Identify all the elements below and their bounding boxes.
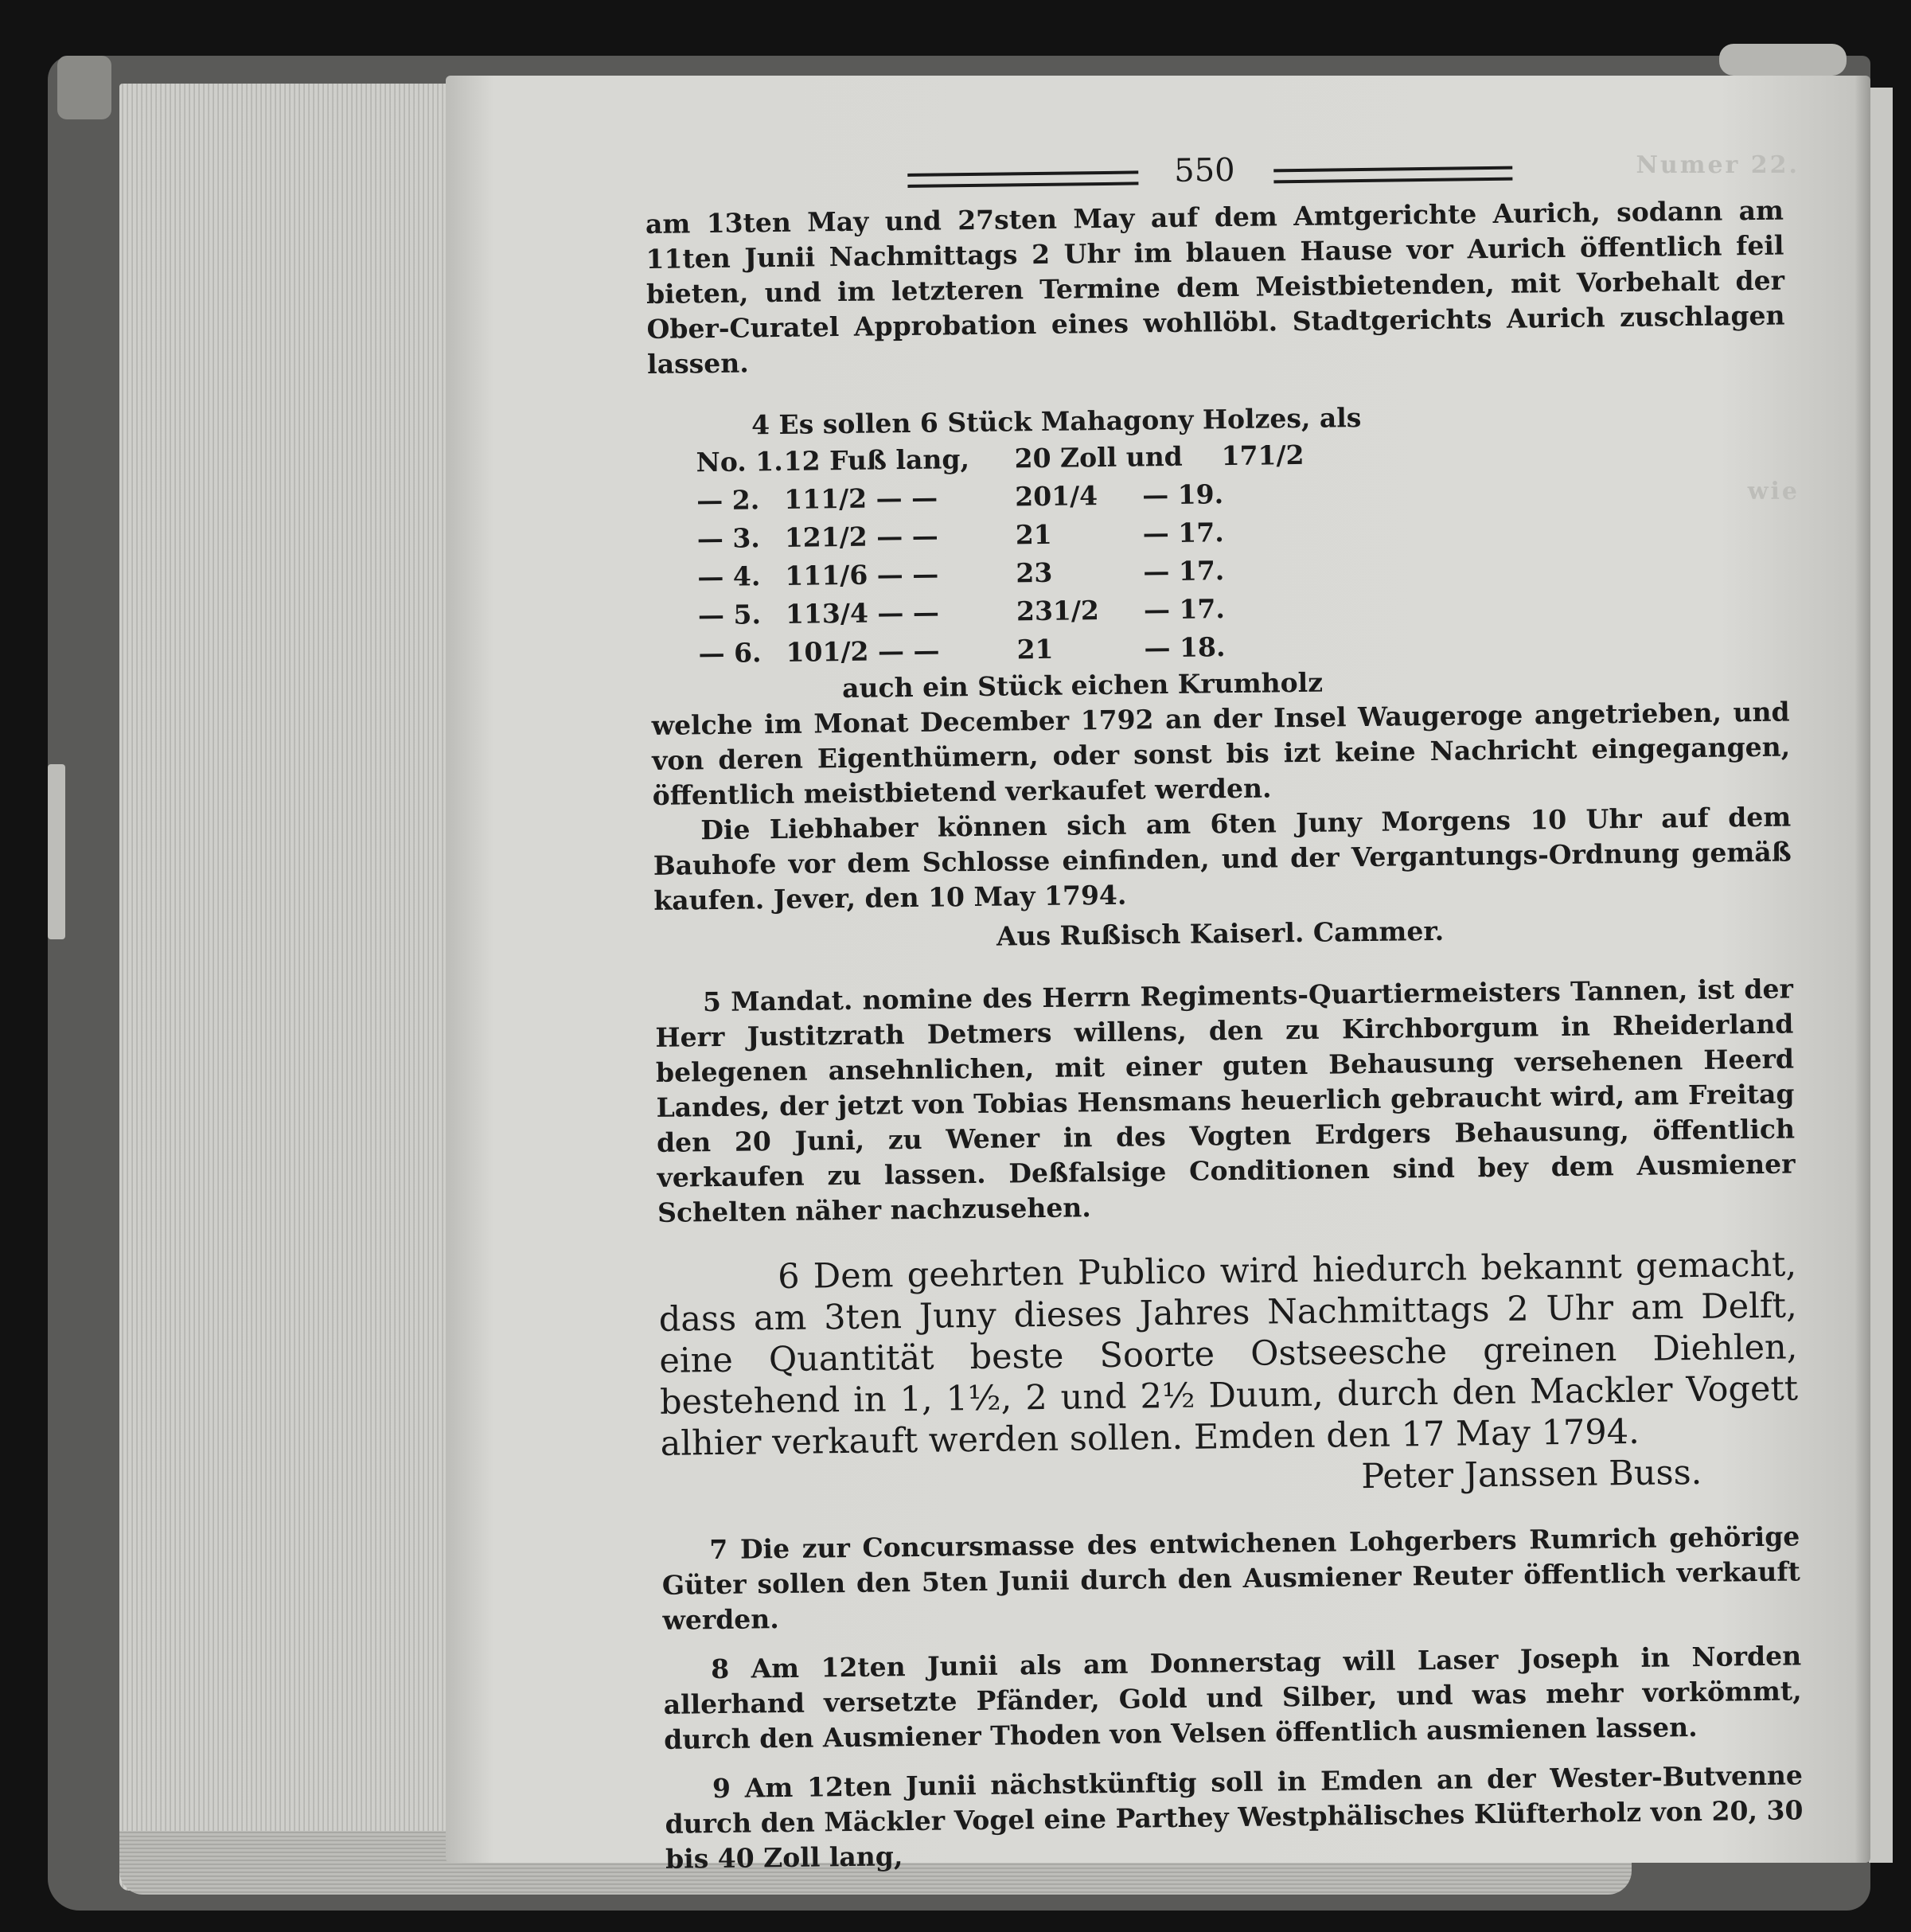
table-cell: — 17. [1143, 593, 1226, 626]
table-cell: — 3. [696, 522, 761, 555]
notice-4-intro: 4 Es sollen 6 Stück Mahagony Holzes, als [751, 402, 1362, 441]
page-edges [119, 84, 454, 1891]
page-content [645, 146, 1804, 1877]
notice-4-body: welche im Monat December 1792 an der Insel Waugeroge angetrieben, und von deren Eigenthümern, oder sonst bis izt keine Nachricht eingegangen, öffentlich meistbietend verkaufet werden. [651, 696, 1791, 811]
page-clip [1719, 44, 1847, 76]
table-cell: — 19. [1141, 478, 1224, 511]
header-rule [907, 170, 1138, 188]
table-cell: 21 [1016, 633, 1054, 665]
notice-7: 7 Die zur Concursmasse des entwichenen Lohgerbers Rumrich gehörige Güter sollen den 5ten Junii durch den Ausmiener Reuter öffentlich verkauft werden. [661, 1520, 1801, 1636]
table-cell: 121/2 — — [784, 520, 938, 553]
table-cell: — 5. [697, 599, 762, 631]
notice-4-after-table: auch ein Stück eichen Krumholz [841, 666, 1324, 704]
notice-9: 9 Am 12ten Junii nächstkünftig soll in Emden an der Wester-Butvenne durch den Mäckler Vogel eine Parthey Westphälisches Klüfterholz von 20, 30 bis 40 Zoll lang, [665, 1759, 1804, 1875]
header-rule [1273, 166, 1512, 184]
bleed-through-text: wie [1747, 478, 1800, 505]
table-cell: 12 Fuß lang, [783, 443, 970, 477]
notice-3-continuation: am 13ten May und 27sten May auf dem Amtgerichte Aurich, sodann am 11ten Junii Nachmittags 2 Uhr im blauen Hause vor Aurich öffentlich feil bieten, und im letzteren Termine dem Meistbietenden, mit Vorbehalt der Ober-Curatel Approbation eines wohllöbl. Stadtgerichts Aurich zuschlagen lassen. [645, 194, 1785, 380]
table-cell: — 18. [1144, 631, 1226, 664]
table-cell: No. 1. [696, 445, 783, 478]
notice-4-body-2: Die Liebhaber können sich am 6ten Juny Morgens 10 Uhr auf dem Bauhofe vor dem Schlosse einfinden, und der Vergantungs-Ordnung gemäß kaufen. Jever, den 10 May 1794. [653, 801, 1792, 916]
table-cell: 101/2 — — [786, 634, 940, 668]
table-cell: 201/4 [1014, 480, 1098, 513]
notice-4-signature: Aus Rußisch Kaiserl. Cammer. [996, 915, 1445, 952]
notice-5: 5 Mandat. nomine des Herrn Regiments-Quartiermeisters Tannen, ist der Herr Justitzrath Detmers willens, den zu Kirchborgum in Rheiderland belegenen ansehnlichen, mit einer guten Behausung versehenen Heerd Landes, der jetzt von Tobias Hensmans heuerlich gebraucht wird, am Freitag den 20 Juni, zu Wener in des Vogten Erdgers Behausung, öffentlich verkaufen zu lassen. Deßfalsige Conditionen sind bey dem Ausmiener Schelten näher nachzusehen. [655, 973, 1796, 1228]
notice-6-signature: Peter Janssen Buss. [1360, 1452, 1702, 1497]
table-cell: 21 [1015, 518, 1052, 551]
book-spine [48, 764, 65, 939]
bookmark-tag [57, 56, 111, 119]
table-cell: 23 [1016, 556, 1053, 589]
table-cell: — 2. [696, 484, 760, 517]
table-cell: — 17. [1142, 517, 1224, 549]
table-cell: 231/2 [1016, 595, 1100, 627]
table-cell: 113/4 — — [785, 596, 940, 630]
table-cell: — 4. [697, 560, 761, 593]
notice-6: 6 Dem geehrten Publico wird hiedurch bekannt gemacht, dass am 3ten Juny dieses Jahres Nachmittags 2 Uhr am Delft, eine Quantität beste Soorte Ostseesche greinen Diehlen, bestehend in 1, 1½, 2 und 2½ Duum, durch den Mackler Vogett alhier verkauft werden sollen. Emden den 17 May 1794. [658, 1244, 1799, 1464]
notice-8: 8 Am 12ten Junii als am Donnerstag will Laser Joseph in Norden allerhand versetzte Pfänder, Gold und Silber, und was mehr vorkömmt, durch den Ausmiener Thoden von Velsen öffentlich ausmienen lassen. [663, 1640, 1802, 1755]
table-cell: — 17. [1143, 555, 1225, 587]
table-cell: — 6. [698, 637, 762, 669]
table-cell: 111/6 — — [785, 558, 939, 591]
bleed-through-text: Numer 22. [1636, 151, 1800, 179]
table-cell: 171/2 [1221, 439, 1305, 472]
table-cell: 20 Zoll und [1014, 440, 1183, 474]
page-number: 550 [1173, 151, 1235, 189]
table-cell: 111/2 — — [783, 482, 938, 515]
timber-table [696, 431, 1788, 673]
